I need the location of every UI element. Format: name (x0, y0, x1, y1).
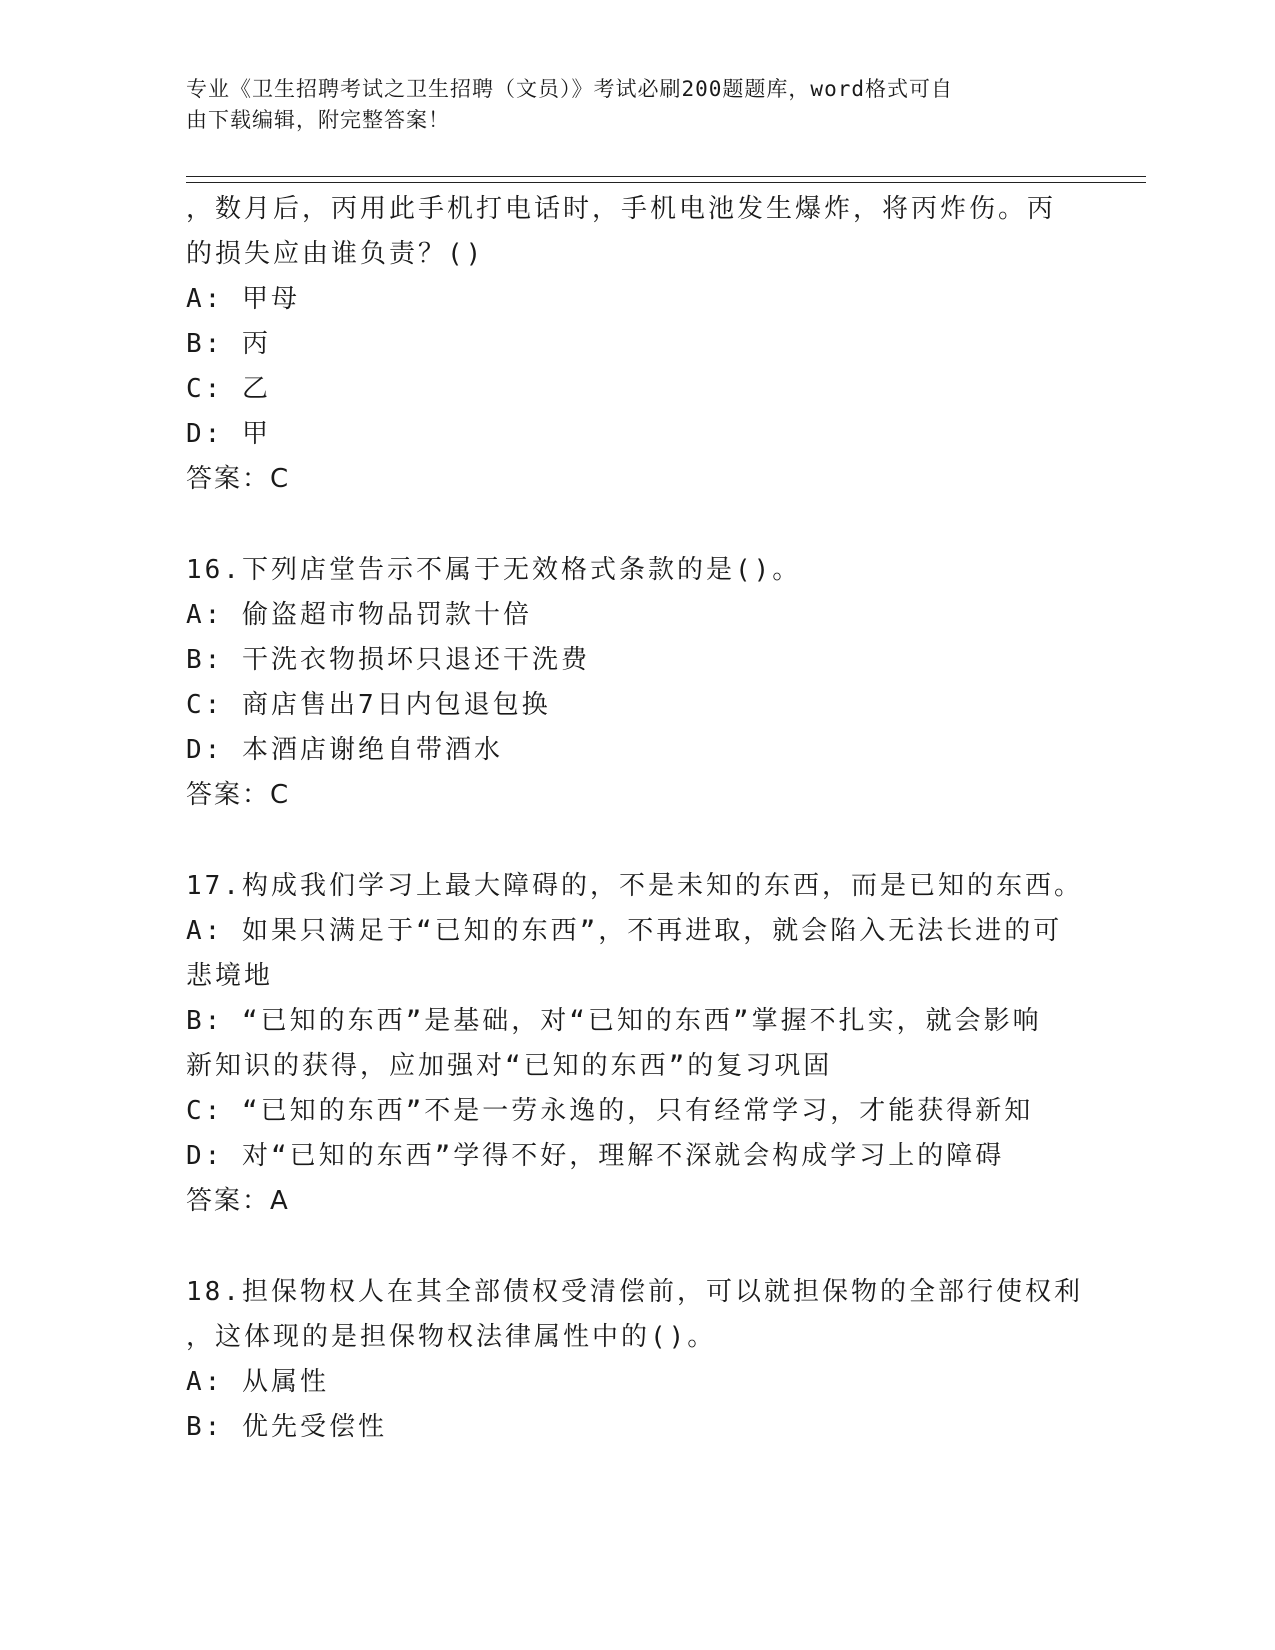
answer-line: 答案：C (186, 780, 291, 810)
page-header (186, 74, 1056, 136)
question-stem-line: ，这体现的是担保物权法律属性中的()。 (186, 1322, 717, 1352)
header-line-1: 专业《卫生招聘考试之卫生招聘（文员）》考试必刷200题题库，word格式可自 (186, 77, 953, 101)
option-d: D: 甲 (186, 419, 271, 449)
option-a: A: 甲母 (186, 284, 300, 314)
question-stem-line: 18.担保物权人在其全部债权受清偿前，可以就担保物的全部行使权利 (186, 1277, 1083, 1307)
question-block-16 (186, 548, 1086, 818)
header-line-2: 由下载编辑，附完整答案！ (186, 108, 450, 132)
question-stem: 16.下列店堂告示不属于无效格式条款的是()。 (186, 555, 802, 585)
option-b: B: 干洗衣物损坏只退还干洗费 (186, 645, 590, 675)
question-stem-line: ，数月后，丙用此手机打电话时，手机电池发生爆炸，将丙炸伤。丙 (186, 194, 1057, 224)
question-block-18 (186, 1270, 1086, 1450)
option-c: C: “已知的东西”不是一劳永逸的，只有经常学习，才能获得新知 (186, 1096, 1034, 1126)
question-stem: 17.构成我们学习上最大障碍的，不是未知的东西，而是已知的东西。 (186, 871, 1083, 901)
option-a: A: 偷盗超市物品罚款十倍 (186, 600, 532, 630)
option-b: B: “已知的东西”是基础，对“已知的东西”掌握不扎实，就会影响 (186, 1006, 1042, 1036)
answer-line: 答案：A (186, 1186, 290, 1216)
question-content (186, 187, 1086, 1450)
option-d: D: 对“已知的东西”学得不好，理解不深就会构成学习上的障碍 (186, 1141, 1005, 1171)
header-divider (186, 176, 1146, 177)
option-a-continued: 悲境地 (186, 961, 274, 991)
option-b: B: 丙 (186, 329, 271, 359)
answer-line: 答案：C (186, 464, 291, 494)
option-b-continued: 新知识的获得，应加强对“已知的东西”的复习巩固 (186, 1051, 833, 1081)
option-d: D: 本酒店谢绝自带酒水 (186, 735, 503, 765)
question-block-continued (186, 187, 1086, 502)
option-c: C: 乙 (186, 374, 271, 404)
option-a: A: 如果只满足于“已知的东西”，不再进取，就会陷入无法长进的可 (186, 916, 1063, 946)
header-divider (186, 182, 1146, 183)
question-block-17 (186, 864, 1086, 1224)
question-stem-line: 的损失应由谁负责？() (186, 239, 485, 269)
option-b: B: 优先受偿性 (186, 1412, 387, 1442)
option-c: C: 商店售出7日内包退包换 (186, 690, 551, 720)
option-a: A: 从属性 (186, 1367, 329, 1397)
